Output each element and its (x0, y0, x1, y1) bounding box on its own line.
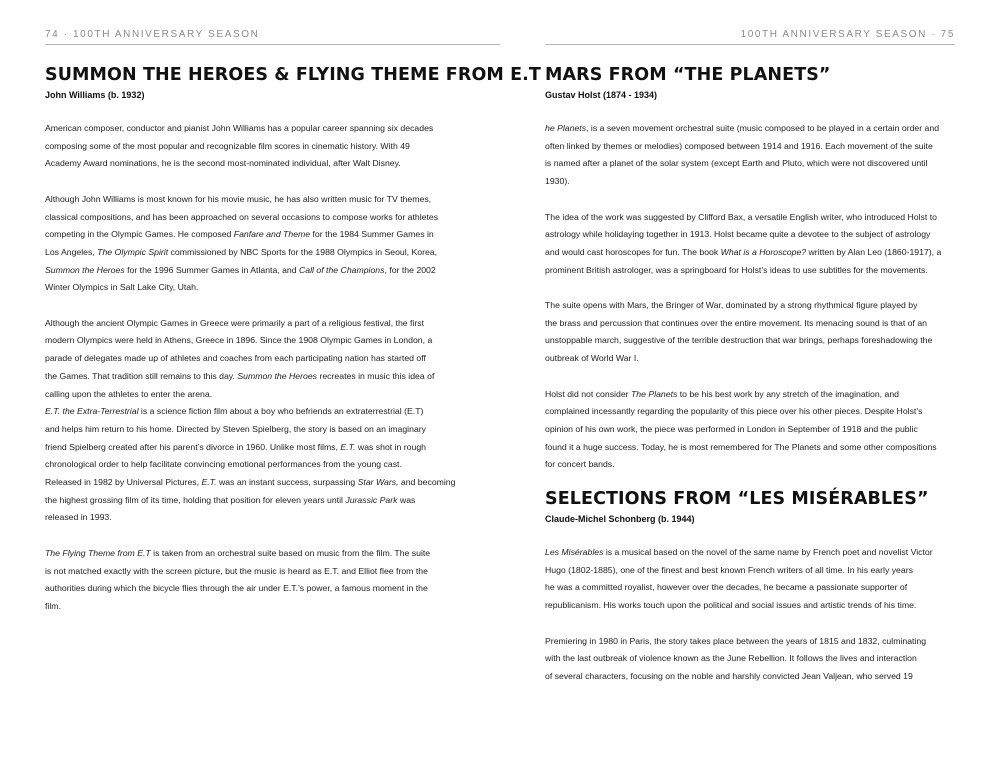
text-line: chronological order to help facilitate convincing emotional performances from the young cast. (45, 459, 402, 470)
running-head-right: 100TH ANNIVERSARY SEASON · 75 (740, 29, 955, 40)
text-line: opinion of his own work, the piece was performed in London in September of 1918 and the public (545, 423, 918, 434)
paragraph (45, 315, 500, 527)
text-line: astrology while holidaying together in 1913. Holst became quite a devotee to the subject of astrology (545, 229, 931, 240)
text-line: with the last outbreak of violence known as the June Rebellion. It follows the lives and interaction (545, 653, 917, 664)
text-line: prominent British astrologer, was a springboard for Holst’s ideas to use subtitles for the movements. (545, 264, 928, 275)
text-line: classical compositions, and has been approached on several occasions to compose works for athletes (45, 211, 439, 222)
paragraph (45, 545, 500, 616)
text-line: calling upon the athletes to enter the arena. (45, 388, 213, 399)
text-line: found it a huge success. Today, he is most remembered for The Planets and some other compositions (545, 441, 937, 452)
text-line: parade of delegates made up of athletes and coaches from each participating nation has started off (45, 353, 426, 364)
composer-credit: Gustav Holst (1874 - 1934) (545, 90, 658, 100)
text-line: Premiering in 1980 in Paris, the story takes place between the years of 1815 and 1832, culminating (545, 635, 927, 646)
paragraph (545, 544, 1000, 615)
text-line: Released in 1982 by Universal Pictures, E.T. was an instant success, surpassing Star Wars, and becoming (45, 477, 456, 488)
text-line: is not matched exactly with the screen picture, but the music is heard as E.T. and Elliot flee from the (45, 565, 428, 576)
right-page (545, 64, 1000, 686)
text-line: Although the ancient Olympic Games in Greece were primarily a part of a religious festival, the first (45, 317, 425, 328)
composer-credit: John Williams (b. 1932) (45, 90, 145, 100)
text-line: released in 1993. (45, 512, 112, 523)
text-line: the highest grossing film of its time, holding that position for eleven years until Jurassic Park was (45, 494, 416, 505)
text-line: republicanism. His works touch upon the political and social issues and artistic trends of his time. (545, 600, 917, 611)
text-line: Summon the Heroes for the 1996 Summer Games in Atlanta, and Call of the Champions, for the 2002 (45, 264, 436, 275)
text-line: Academy Award nominations, he is the second most-nominated individual, after Walt Disney. (45, 158, 401, 169)
text-line: composing some of the most popular and recognizable film scores in cinematic history. With 49 (45, 140, 410, 151)
text-line: of several characters, focusing on the noble and harshly convicted Jean Valjean, who served 19 (545, 670, 913, 681)
header-rule-right (545, 44, 955, 45)
paragraph (45, 120, 500, 173)
text-line: friend Spielberg created after his parent’s divorce in 1960. Unlike most films, E.T. was shot in rough (45, 441, 427, 452)
left-page (45, 64, 541, 616)
section-title: SUMMON THE HEROES & FLYING THEME FROM E.T (45, 65, 541, 85)
paragraph (545, 386, 1000, 475)
composer-credit: Claude-Michel Schonberg (b. 1944) (545, 514, 695, 525)
paragraph (545, 297, 1000, 368)
text-line: E.T. the Extra-Terrestrial is a science fiction film about a boy who befriends an extraterrestrial (E.T) (45, 406, 424, 417)
text-line: the Games. That tradition still remains to this day. Summon the Heroes recreates in music this idea of (45, 370, 435, 381)
text-line: American composer, conductor and pianist John Williams has a popular career spanning six decades (45, 123, 434, 133)
text-line: Holst did not consider The Planets to be his best work by any stretch of the imagination, and (545, 388, 899, 399)
header-rule-left (45, 44, 500, 45)
text-line: outbreak of World War I. (545, 353, 639, 364)
text-line: film. (45, 600, 61, 611)
text-line: he Planets, is a seven movement orchestral suite (music composed to be played in a certain order and (545, 123, 940, 133)
text-line: 1930). (545, 176, 570, 187)
text-line: Los Angeles, The Olympic Spirit commissioned by NBC Sports for the 1988 Olympics in Seoul, Korea, (45, 246, 438, 257)
text-line: complained incessantly regarding the popularity of this piece over his other pieces. Despite Holst’s (545, 406, 923, 417)
text-line: competing in the Olympic Games. He composed Fanfare and Theme for the 1984 Summer Games in (45, 229, 434, 240)
text-line: often linked by themes or melodies) composed between 1914 and 1916. Each movement of the suite (545, 140, 933, 151)
text-line: Les Misérables is a musical based on the novel of the same name by French poet and novelist Victor (545, 547, 933, 558)
section-title: SELECTIONS FROM “LES MISÉRABLES” (545, 489, 929, 510)
text-line: modern Olympics were held in Athens, Greece in 1896. Since the 1908 Olympic Games in London, a (45, 335, 433, 346)
text-line: Hugo (1802-1885), one of the finest and best known French writers of all time. In his early years (545, 564, 913, 575)
text-line: The Flying Theme from E.T is taken from an orchestral suite based on music from the film. The suite (45, 547, 431, 558)
running-head-left: 74 · 100TH ANNIVERSARY SEASON (45, 29, 260, 40)
text-line: Winter Olympics in Salt Lake City, Utah. (45, 282, 199, 293)
text-line: The idea of the work was suggested by Clifford Bax, a versatile English writer, who introduced Holst to (545, 211, 937, 222)
section-title: MARS FROM “THE PLANETS” (545, 65, 831, 85)
paragraph (545, 120, 1000, 191)
text-line: Although John Williams is most known for his movie music, he has also written music for TV themes, (45, 193, 432, 204)
text-line: for concert bands. (545, 459, 615, 470)
text-line: authorities during which the bicycle flies through the air under E.T.’s power, a famous moment in the (45, 583, 428, 594)
paragraph (545, 633, 1000, 686)
text-line: and would cast horoscopes for fun. The book What is a Horoscope? written by Alan Leo (1860-1917), a (545, 246, 942, 257)
text-line: the brass and percussion that continues over the entire movement. Its menacing sound is that of an (545, 317, 927, 328)
text-line: and helps him return to his home. Directed by Steven Spielberg, the story is based on an imaginary (45, 423, 427, 434)
text-line: he was a committed royalist, however over the decades, he became a passionate supporter of (545, 582, 908, 593)
text-line: is named after a planet of the solar system (except Earth and Pluto, which were not discovered until (545, 158, 928, 169)
paragraph (45, 191, 500, 297)
text-line: The suite opens with Mars, the Bringer of War, dominated by a strong rhythmical figure played by (545, 300, 918, 310)
text-line: unstoppable march, suggestive of the terrible destruction that war brings, perhaps foreshadowing the (545, 335, 933, 346)
paragraph (545, 209, 1000, 280)
